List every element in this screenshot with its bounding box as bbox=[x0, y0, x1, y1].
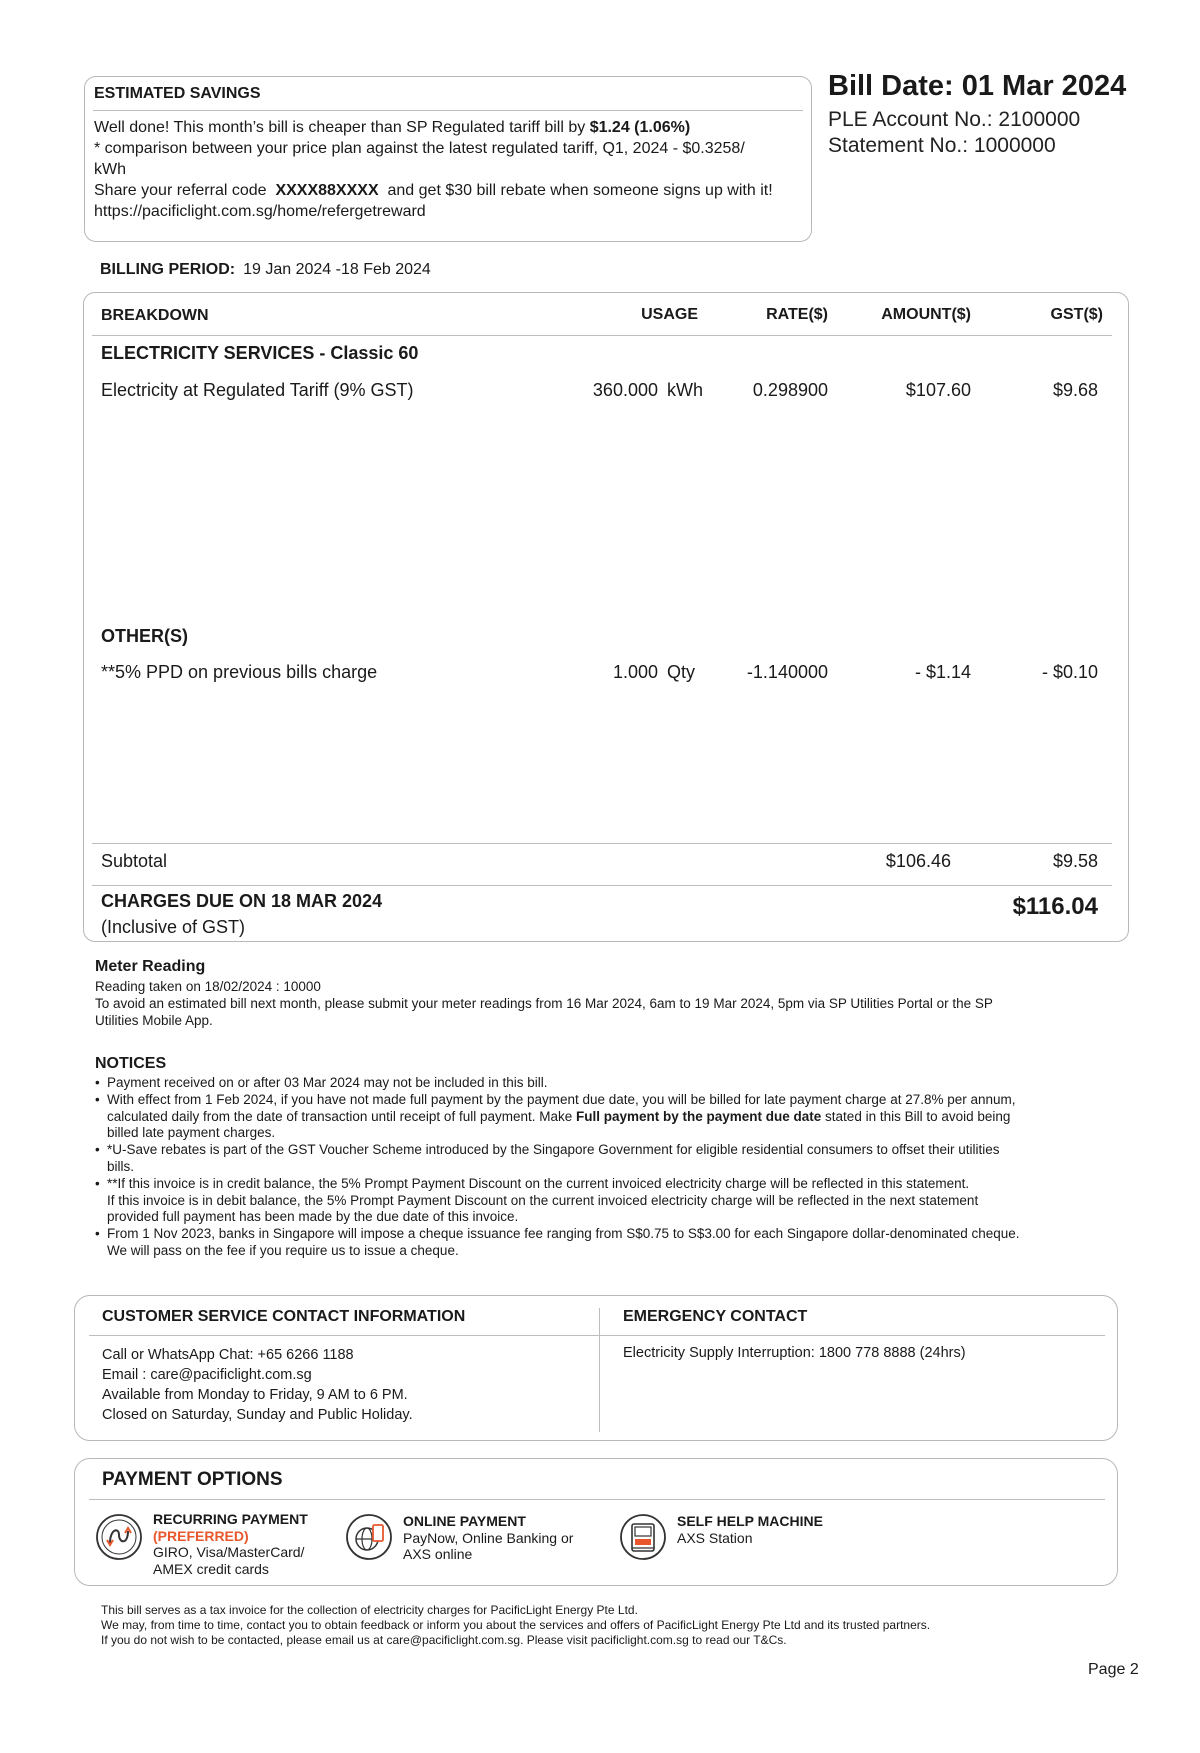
self-help-machine-icon bbox=[619, 1513, 667, 1561]
divider bbox=[92, 843, 1112, 844]
column-header-gst: GST($) bbox=[1050, 306, 1103, 323]
meter-reading-value: Reading taken on 18/02/2024 : 10000 bbox=[95, 979, 321, 994]
payment-option-detail: GIRO, Visa/MasterCard/ bbox=[153, 1544, 305, 1560]
row-usage-unit: Qty bbox=[667, 662, 696, 682]
row-rate: 0.298900 bbox=[752, 380, 828, 400]
divider bbox=[89, 1499, 1105, 1500]
subtotal-amount: $106.46 bbox=[885, 851, 951, 871]
customer-service-phone[interactable]: Call or WhatsApp Chat: +65 6266 1188 bbox=[102, 1347, 354, 1363]
payment-option-detail: AXS Station bbox=[677, 1529, 753, 1546]
meter-reading-section bbox=[95, 958, 1125, 1029]
notices-section bbox=[95, 1055, 1125, 1260]
billing-period-label: BILLING PERIOD: bbox=[100, 261, 236, 278]
subtotal-gst: $9.58 bbox=[1052, 851, 1098, 871]
preferred-badge: (PREFERRED) bbox=[153, 1527, 249, 1544]
footer-disclaimer: This bill serves as a tax invoice for the collection of electricity charges for PacificLight Energy Pte Ltd. We may, from time to time, contact you to obtain feedback or inform you about the services and offers of PacificLight Energy Pte Ltd and its trusted partners. If you do not wish to be contacted, please email us at care@pacificlight.com.sg. Please visit pacificlight.com.sg to read our T&Cs. bbox=[101, 1603, 931, 1647]
row-description: **5% PPD on previous bills charge bbox=[101, 662, 378, 682]
row-gst: $9.68 bbox=[1052, 380, 1098, 400]
customer-service-closed: Closed on Saturday, Sunday and Public Holiday. bbox=[102, 1407, 413, 1423]
divider bbox=[93, 110, 803, 111]
customer-service-title: CUSTOMER SERVICE CONTACT INFORMATION bbox=[102, 1308, 466, 1325]
row-usage-qty: 360.000 bbox=[592, 380, 658, 400]
notices-title: NOTICES bbox=[95, 1055, 167, 1072]
notice-item: • *U-Save rebates is part of the GST Voucher Scheme introduced by the Singapore Government for eligible residential consumers to offset their utilities bills. bbox=[95, 1142, 1125, 1176]
comparison-note-unit: kWh bbox=[94, 161, 126, 178]
payment-option-heading: RECURRING PAYMENT bbox=[153, 1511, 308, 1527]
contact-panel bbox=[74, 1295, 1118, 1441]
payment-option-heading: ONLINE PAYMENT bbox=[403, 1513, 526, 1529]
page-number: Page 2 bbox=[1088, 1661, 1139, 1678]
subtotal-label: Subtotal bbox=[101, 851, 168, 871]
savings-statement: Well done! This month’s bill is cheaper than SP Regulated tariff bill by $1.24 (1.06%) bbox=[94, 119, 691, 136]
payment-option-heading: SELF HELP MACHINE bbox=[677, 1513, 823, 1529]
recurring-payment-icon bbox=[95, 1513, 143, 1561]
section-title-electricity: ELECTRICITY SERVICES - Classic 60 bbox=[101, 343, 419, 363]
payment-options-panel bbox=[74, 1458, 1118, 1586]
emergency-contact-title: EMERGENCY CONTACT bbox=[623, 1308, 808, 1325]
referral-offer: Share your referral code XXXX88XXXX and get $30 bill rebate when someone signs up with it! bbox=[94, 182, 773, 199]
payment-option-detail: AXS online bbox=[403, 1546, 473, 1562]
divider bbox=[92, 885, 1112, 886]
payment-option-detail: PayNow, Online Banking or bbox=[403, 1529, 574, 1546]
billing-period bbox=[100, 261, 431, 279]
meter-reading-title: Meter Reading bbox=[95, 958, 206, 975]
column-header-rate: RATE($) bbox=[766, 306, 828, 323]
section-title-others: OTHER(S) bbox=[101, 626, 188, 646]
notice-item: • From 1 Nov 2023, banks in Singapore will impose a cheque issuance fee ranging from S$0.75 to S$3.00 for each Singapore dollar-denominated cheque. We will pass on the fee if you require us to issue a cheque. bbox=[95, 1226, 1125, 1260]
notice-item: • With effect from 1 Feb 2024, if you have not made full payment by the payment due date, you will be billed for late payment charge at 27.8% per annum, calculated daily from the date of transaction until receipt of full payment. Make Full payment by the payment due date stated in this Bill to avoid being billed late payment charges. bbox=[95, 1092, 1125, 1142]
statement-number: Statement No.: 1000000 bbox=[828, 134, 1056, 157]
comparison-note: * comparison between your price plan against the latest regulated tariff, Q1, 2024 - $0.3258/ bbox=[94, 140, 745, 157]
payment-option-detail: AMEX credit cards bbox=[153, 1560, 269, 1577]
emergency-contact-line[interactable]: Electricity Supply Interruption: 1800 778 8888 (24hrs) bbox=[623, 1345, 966, 1361]
bill-date: Bill Date: 01 Mar 2024 bbox=[828, 70, 1127, 102]
breakdown-table bbox=[83, 292, 1129, 942]
charges-due-label: CHARGES DUE ON 18 MAR 2024 bbox=[101, 891, 383, 911]
row-gst: - $0.10 bbox=[1041, 662, 1098, 682]
meter-reading-advice: To avoid an estimated bill next month, please submit your meter readings from 16 Mar 2024, 6am to 19 Mar 2024, 5pm via SP Utilities Portal or the SP bbox=[95, 996, 993, 1011]
row-amount: $107.60 bbox=[905, 380, 971, 400]
savings-heading: ESTIMATED SAVINGS bbox=[94, 85, 261, 102]
payment-options-title: PAYMENT OPTIONS bbox=[102, 1469, 283, 1490]
notice-item: • Payment received on or after 03 Mar 2024 may not be included in this bill. bbox=[95, 1075, 1125, 1092]
referral-code: XXXX88XXXX bbox=[275, 182, 379, 199]
customer-service-email[interactable]: Email : care@pacificlight.com.sg bbox=[102, 1367, 312, 1383]
notice-item: • **If this invoice is in credit balance, the 5% Prompt Payment Discount on the current invoiced electricity charge will be reflected in this statement. If this invoice is in debit balance, the 5% Prompt Payment Discount on the current invoiced electricity charge will be reflected in the next statement provided full payment has been made by the due date of this invoice. bbox=[95, 1176, 1125, 1226]
row-amount: - $1.14 bbox=[914, 662, 971, 682]
customer-service-hours: Available from Monday to Friday, 9 AM to 6 PM. bbox=[102, 1387, 408, 1403]
online-payment-icon bbox=[345, 1513, 393, 1561]
referral-link[interactable]: https://pacificlight.com.sg/home/refergetreward bbox=[94, 203, 426, 220]
billing-period-value: 19 Jan 2024 -18 Feb 2024 bbox=[243, 261, 431, 278]
row-usage-unit: kWh bbox=[667, 380, 703, 400]
savings-amount: $1.24 (1.06%) bbox=[589, 119, 691, 136]
divider bbox=[89, 1335, 1105, 1336]
divider bbox=[92, 335, 1112, 336]
account-number: PLE Account No.: 2100000 bbox=[828, 108, 1081, 131]
estimated-savings-panel bbox=[84, 76, 812, 242]
row-description: Electricity at Regulated Tariff (9% GST) bbox=[101, 380, 414, 400]
gst-inclusive-note: (Inclusive of GST) bbox=[101, 917, 246, 937]
column-header-usage: USAGE bbox=[641, 306, 698, 323]
meter-reading-advice-cont: Utilities Mobile App. bbox=[95, 1013, 213, 1028]
column-divider bbox=[599, 1308, 600, 1432]
row-usage-qty: 1.000 bbox=[612, 662, 658, 682]
row-rate: -1.140000 bbox=[746, 662, 828, 682]
column-header-breakdown: BREAKDOWN bbox=[101, 307, 209, 324]
total-amount-due: $116.04 bbox=[1012, 893, 1098, 920]
column-header-amount: AMOUNT($) bbox=[881, 306, 971, 323]
